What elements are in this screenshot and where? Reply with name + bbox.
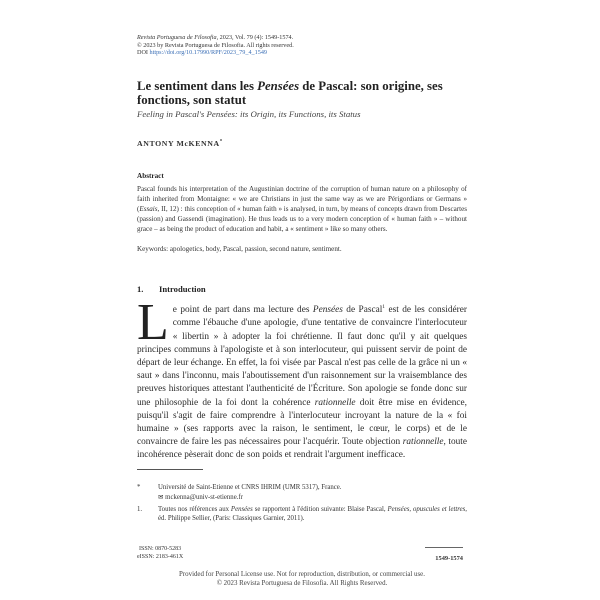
citation-details: , 2023, Vol. 79 (4): 1549-1574. xyxy=(216,34,294,41)
body-text: doit être mise en évidence, puisqu'il s'agit de faire comprendre à l'interlocuteur incroyant la nature de la « foi humaine » (ses rapports avec la raison, le sentiment, le cœur, le corps) et de le convaincre de faire les pas nécessaires pour l'acquérir. Toute objection xyxy=(137,397,467,448)
article-title xyxy=(137,79,467,107)
drop-cap: L xyxy=(137,294,169,351)
page-range: 1549-1574 xyxy=(435,555,463,562)
license-line-2: © 2023 Revista Portuguesa de Filosofia. All Rights Reserved. xyxy=(216,579,388,587)
body-italic: rationnelle xyxy=(314,397,356,408)
doi-label: DOI xyxy=(137,49,148,57)
footnote-text xyxy=(158,484,467,502)
footnote-mark: 1. xyxy=(137,506,143,514)
author xyxy=(137,139,223,148)
fn-italic: Pensées xyxy=(230,506,253,514)
abstract-part: Pascal founds his interpretation of the Augustinian doctrine of the corruption of human nature on a philosophy of faith inherited from Montaigne: « we are Christians in just the same way as we are Périgordians or Germans » ( xyxy=(137,185,467,213)
section-number: 1. xyxy=(137,284,144,294)
section-heading xyxy=(137,284,206,294)
license-notice xyxy=(137,571,467,589)
section-title: Introduction xyxy=(159,284,206,294)
body-text: de Pascal xyxy=(342,305,383,316)
footnote-ref[interactable]: 1 xyxy=(382,304,386,310)
body-paragraph xyxy=(137,294,467,463)
abstract-part: , II, 12) : this conception of « human faith » is analysed, in turn, by means of concepts drawn from Descartes (passion) and Gassendi (imagination). He thus leads us to a very modern conception of « human faith » – without grace – as being the product of education and habit, a « sentiment » like so many others. xyxy=(137,204,467,233)
fn-part: Toutes nos références aux xyxy=(158,506,231,514)
footnote-mark: * xyxy=(137,484,141,491)
footnote-1 xyxy=(137,506,467,523)
journal-name: Revista Portuguesa de Filosofia xyxy=(137,34,217,41)
article-subtitle: Feeling in Pascal's Pensées: its Origin, its Functions, its Status xyxy=(137,109,361,119)
issn-block xyxy=(137,546,183,561)
author-name: ANTONY McKENNA xyxy=(137,139,220,148)
abstract-italic: Essais xyxy=(139,204,158,213)
copyright-line: © 2023 by Revista Portuguesa de Filosofia. All rights reserved. xyxy=(137,41,294,49)
abstract-text xyxy=(137,185,467,235)
body-text: e point de part dans ma lecture des xyxy=(172,305,313,316)
issn: ISSN: 0870-5283 xyxy=(139,546,182,552)
footnote-author xyxy=(137,484,467,502)
body-text: est de les considérer comme l'ébauche d'une apologie, d'une tentative de convaincre l'interlocuteur « libertin » à adopter la foi chrétienne. Il faut donc qu'il y ait quelques principes communs à l'apologiste et à son interlocuteur, qui puissent servir de point de départ de leur échange. En effet, la foi visée par Pascal n'est pas celle de la grâce ni un « saut » dans l'inconnu, mais l'aboutissement d'un raisonnement sur la vraisemblance des preuves historiques attestant l'authenticité de l'Écriture. Son apologie se fonde donc sur une philosophie de la foi dont la cohérence xyxy=(137,305,467,408)
doi-line xyxy=(137,49,294,57)
journal-header xyxy=(137,34,294,57)
footnotes xyxy=(137,484,467,527)
license-line-1: Provided for Personal License use. Not for reproduction, distribution, or commercial use. xyxy=(179,571,425,578)
author-email[interactable]: mckenna@univ-st-etienne.fr xyxy=(165,493,243,501)
body-text: , toute incohérence pèserait donc de son poids et rendrait l'argument inefficace. xyxy=(137,437,467,461)
body-italic: Pensées xyxy=(312,305,343,316)
fn-part: , éd. Philippe Sellier, (Paris: Classiques Garnier, 2011). xyxy=(158,506,467,522)
footnote-text xyxy=(158,506,467,523)
fn-part: se rapportent à l'édition suivante: Blaise Pascal, xyxy=(252,506,388,514)
doi-link[interactable]: https://doi.org/10.17990/RPF/2023_79_4_1549 xyxy=(149,49,268,57)
keywords: Keywords: apologetics, body, Pascal, passion, second nature, sentiment. xyxy=(137,245,342,253)
envelope-icon: ✉ xyxy=(158,492,164,501)
abstract-heading: Abstract xyxy=(137,172,164,180)
author-footnote-mark[interactable]: * xyxy=(219,139,223,145)
title-text: Le sentiment dans les xyxy=(137,79,258,93)
pages-divider xyxy=(425,547,463,548)
title-text-end: de Pascal: son origine, ses fonctions, son statut xyxy=(137,79,443,107)
footnote-divider xyxy=(137,469,203,470)
affiliation: Université de Saint-Etienne et CNRS IHRIM (UMR 5317), France. xyxy=(158,484,342,491)
title-italic: Pensées xyxy=(257,79,300,93)
citation-line xyxy=(137,34,294,42)
body-italic: rationnelle xyxy=(402,437,444,448)
eissn: eISSN: 2183-461X xyxy=(137,553,184,560)
fn-italic: Pensées, opuscules et lettres xyxy=(387,506,466,514)
